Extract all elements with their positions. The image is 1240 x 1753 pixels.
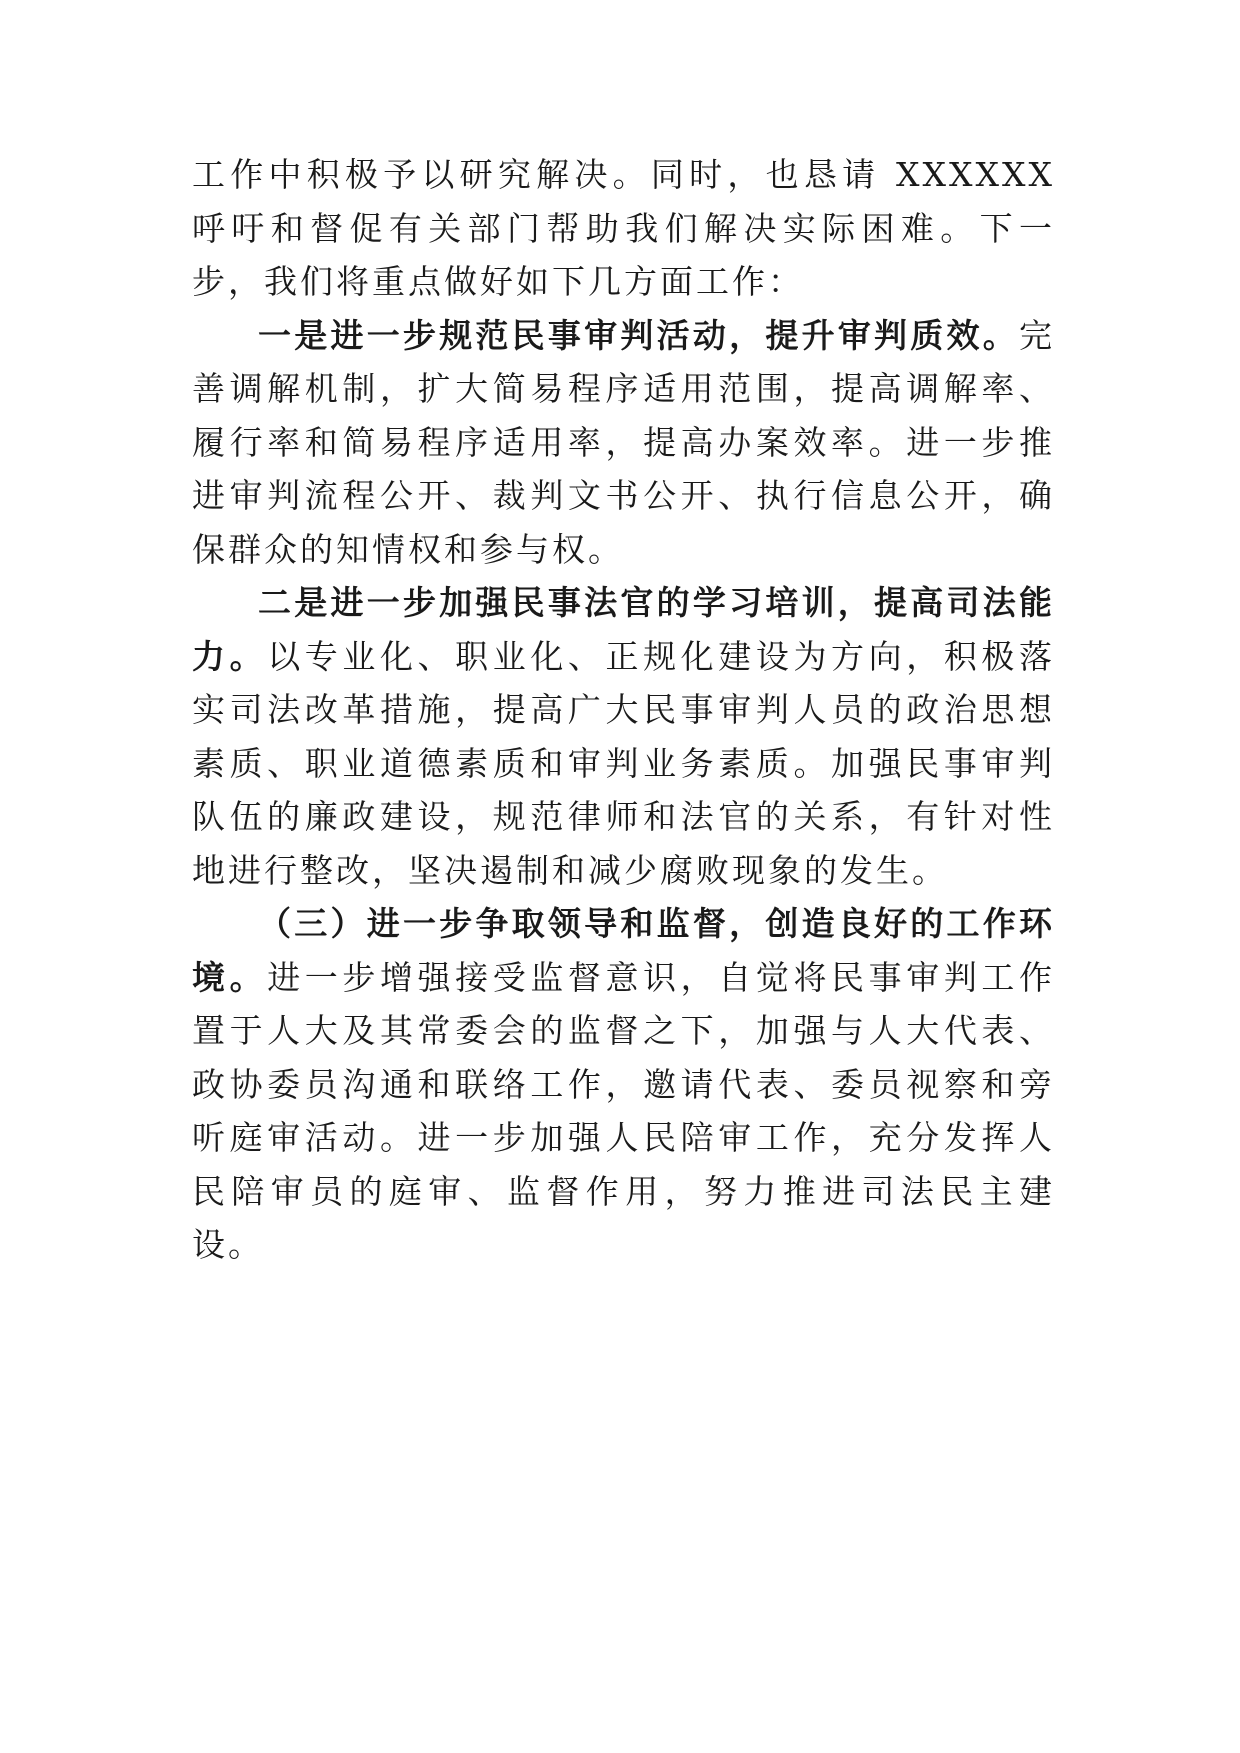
paragraph-point-two — [192, 576, 1055, 897]
paragraph-point-three — [192, 897, 1055, 1272]
document-body — [192, 148, 1055, 1272]
paragraph-heading: 二是进一步加强民事法官的学习培训，提高司法能力。 — [192, 583, 1055, 676]
paragraph-heading: （三）进一步争取领导和监督，创造良好的工作环境。 — [192, 904, 1055, 997]
paragraph-text: 工作中积极予以研究解决。同时，也恳请 XXXXXX 呼吁和督促有关部门帮助我们解决实际困难。下一步，我们将重点做好如下几方面工作： — [192, 155, 1055, 301]
paragraph-text: 完善调解机制，扩大简易程序适用范围，提高调解率、履行率和简易程序适用率，提高办案效率。进一步推进审判流程公开、裁判文书公开、执行信息公开，确保群众的知情权和参与权。 — [192, 315, 1055, 569]
paragraph-heading: 一是进一步规范民事审判活动，提升审判质效。 — [258, 315, 1019, 355]
paragraph-continuation — [192, 148, 1055, 309]
paragraph-point-one — [192, 309, 1055, 577]
paragraph-text: 进一步增强接受监督意识，自觉将民事审判工作置于人大及其常委会的监督之下，加强与人大代表、政协委员沟通和联络工作，邀请代表、委员视察和旁听庭审活动。进一步加强人民陪审工作，充分发挥人民陪审员的庭审、监督作用，努力推进司法民主建设。 — [192, 957, 1056, 1264]
paragraph-text: 以专业化、职业化、正规化建设为方向，积极落实司法改革措施，提高广大民事审判人员的政治思想素质、职业道德素质和审判业务素质。加强民事审判队伍的廉政建设，规范律师和法官的关系，有针对性地进行整改，坚决遏制和减少腐败现象的发生。 — [192, 636, 1056, 890]
